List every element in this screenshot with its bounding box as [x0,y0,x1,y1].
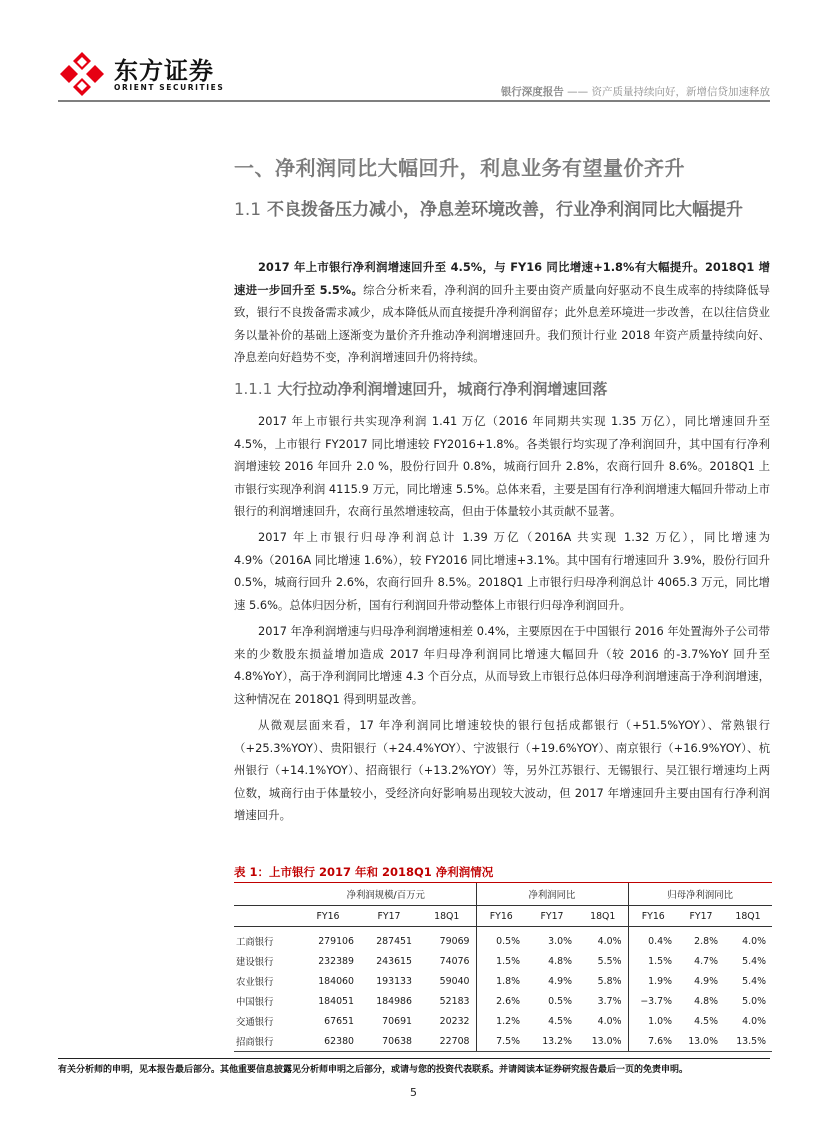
col-header: FY16 [628,906,678,927]
cell: 67651 [324,1015,354,1027]
cell: 5.4% [742,975,766,987]
page-number: 5 [410,1086,417,1099]
cell: 1.5% [628,951,678,971]
cell: 5.4% [742,955,766,967]
cell: 0.4% [628,927,678,952]
cell: 4.0% [597,1015,622,1027]
cell: 3.0% [548,935,572,947]
table-row [234,991,772,1011]
cell: 287451 [376,935,412,947]
table-group-header-row [234,883,772,906]
cell: 70691 [382,1015,412,1027]
col-header: FY17 [678,906,724,927]
cell: 184060 [318,975,354,987]
report-title: 资产质量持续向好，新增信贷加速释放 [591,86,770,98]
cell: 3.7% [597,995,622,1007]
cell: 1.5% [476,951,526,971]
footer-rule [58,1058,770,1059]
orient-logo-icon [58,50,106,98]
section-heading-1: 一、净利润同比大幅回升，利息业务有望量价齐升 [234,156,685,180]
cell: 13.5% [736,1035,766,1047]
bank-name: 建设银行 [236,957,274,968]
cell: 4.9% [548,975,572,987]
bank-name: 中国银行 [236,997,274,1008]
cell: 4.7% [694,955,718,967]
cell: 7.6% [628,1031,678,1051]
cell: 243615 [376,955,412,967]
heading-text: 不良拨备压力减小，净息差环境改善，行业净利润同比大幅提升 [261,200,743,220]
cell: 79069 [439,935,470,947]
heading-number: 1.1.1 [234,380,273,398]
cell: 20232 [439,1015,470,1027]
paragraph-growth-gap: 2017 年净利润增速与归母净利润增速相差 0.4%，主要原因在于中国银行 2016 年处置海外子公司带来的少数股东损益增加造成 2017 年归母净利润同比增速大幅回升（较 2016 的-3.7%YoY 回升至 4.8%YoY），高于净利润同比增速 4.3 个百分点，从而导致上市银行总体归母净利润增速高于净利润增速，这种情况在 2018Q1 得到明显改善。 [234,624,770,706]
cell: 7.5% [476,1031,526,1051]
col-header: 18Q1 [578,906,628,927]
cell: 13.0% [591,1035,622,1047]
cell: 4.0% [742,935,766,947]
cell: 4.8% [548,955,572,967]
table-row [234,951,772,971]
cell: 13.0% [688,1035,718,1047]
cell: 62380 [324,1035,354,1047]
col-header: FY16 [296,906,360,927]
table-row [234,927,772,952]
table-row [234,971,772,991]
section-heading-1-1-1 [234,378,607,399]
cell: 52183 [439,995,470,1007]
bank-name: 交通银行 [236,1017,274,1028]
group-header-attrib-growth: 归母净利润同比 [628,883,772,906]
data-table [234,883,772,1051]
col-header: FY17 [526,906,578,927]
heading-number: 1.1 [234,200,262,220]
table-bottom-rule [234,1051,772,1052]
header-dash: —— [563,86,592,98]
paragraph-micro-level: 从微观层面来看，17 年净利润同比增速较快的银行包括成都银行（+51.5%YOY）、常熟银行（+25.3%YOY）、贵阳银行（+24.4%YOY）、宁波银行（+19.6%YOY）、南京银行（+16.9%YOY）、杭州银行（+14.1%YOY）、招商银行（+13.2%YOY）等，另外江苏银行、无锡银行、吴江银行增速均上两位数，城商行由于体量较小，受经济向好影响易出现较大波动，但 2017 年增速回升主要由国有行净利润增速回升。 [234,718,770,822]
cell: 0.5% [548,995,572,1007]
cell: 4.0% [597,935,622,947]
cell: 5.0% [742,995,766,1007]
cell: 0.5% [476,927,526,952]
cell: −3.7% [628,991,678,1011]
table-row [234,1031,772,1051]
cell: 232389 [318,955,354,967]
report-type: 银行深度报告 [500,86,564,98]
cell: 74076 [439,955,470,967]
table-corner [234,883,296,906]
brand-name-cn: 东方证券 [114,57,214,85]
running-header [501,84,770,99]
table-sub-header-row [234,906,772,927]
cell: 4.5% [694,1015,718,1027]
cell: 4.0% [742,1015,766,1027]
table-corner [234,906,296,927]
table-title: 表 1：上市银行 2017 年和 2018Q1 净利润情况 [234,862,772,883]
cell: 2.8% [694,935,718,947]
cell: 1.0% [628,1011,678,1031]
cell: 193133 [376,975,412,987]
cell: 4.9% [694,975,718,987]
col-header: 18Q1 [724,906,772,927]
cell: 13.2% [542,1035,572,1047]
cell: 4.5% [548,1015,572,1027]
table-row [234,1011,772,1031]
col-header: FY17 [360,906,418,927]
cell: 184051 [318,995,354,1007]
brand-logo [58,50,248,98]
group-header-net-growth: 净利润同比 [476,883,628,906]
disclaimer: 有关分析师的申明，见本报告最后部分。其他重要信息披露见分析师申明之后部分，或请与您的投资代表联系。并请阅读本证券研究报告最后一页的免责申明。 [58,1065,689,1075]
cell: 59040 [439,975,470,987]
group-header-scale: 净利润规模/百万元 [296,883,476,906]
cell: 1.2% [476,1011,526,1031]
cell: 5.8% [597,975,622,987]
paragraph-net-profit: 2017 年上市银行共实现净利润 1.41 万亿（2016 年同期共实现 1.35 万亿），同比增速回升至 4.5%，上市银行 FY2017 同比增速较 FY2016+1.8%。各类银行均实现了净利润回升，其中国有行净利润增速较 2016 年回升 2.0 %，股份行回升 0.8%，城商行回升 2.8%，农商行回升 8.6%。2018Q1 上市银行实现净利润 4115.9 万元，同比增速 5.5%。总体来看，主要是国有行净利润增速大幅回升带动上市银行的利润增速回升，农商行虽然增速较高，但由于体量较小其贡献不显著。 [234,414,770,518]
cell: 1.8% [476,971,526,991]
paragraph-attributable-profit: 2017 年上市银行归母净利润总计 1.39 万亿（2016A 共实现 1.32 万亿），同比增速为 4.9%（2016A 同比增速 1.6%），较 FY2016 同比增速+3.1%。其中国有行增速回升 3.9%，股份行回升 0.5%，城商行回升 2.6%，农商行回升 8.5%。2018Q1 上市银行归母净利润总计 4065.3 万元，同比增速 5.6%。总体归因分析，国有行利润回升带动整体上市银行归母净利润回升。 [234,530,770,612]
col-header: FY16 [476,906,526,927]
brand-name-en: ORIENT SECURITIES [114,83,225,92]
bank-name: 招商银行 [236,1037,274,1048]
cell: 4.8% [694,995,718,1007]
net-profit-table [234,862,772,1052]
bank-name: 工商银行 [236,937,274,948]
cell: 5.5% [597,955,622,967]
cell: 184986 [376,995,412,1007]
cell: 22708 [439,1035,470,1047]
cell: 70638 [382,1035,412,1047]
summary-bold: 2017 年上市银行净利润增速回升至 4.5%，与 FY16 同比增速+1.8%有大幅提升。2018Q1 增速进一步回升至 5.5%。 [234,260,770,297]
section-heading-1-1 [234,197,774,224]
heading-text: 大行拉动净利润增速回升，城商行净利润增速回落 [272,380,608,398]
col-header: 18Q1 [418,906,476,927]
cell: 1.9% [628,971,678,991]
summary-text: 综合分析来看，净利润的回升主要由资产质量向好驱动不良生成率的持续降低导致，银行不良拨备需求减少，成本降低从而直接提升净利润留存；此外息差环境进一步改善，在以往信贷业务以量补价的基础上逐渐变为量价齐升推动净利润增速回升。我们预计行业 2018 年资产质量持续向好、净息差向好趋势不变，净利润增速回升仍将持续。 [234,282,770,364]
cell: 279106 [318,935,354,947]
bank-name: 农业银行 [236,977,274,988]
header-rule [58,100,770,102]
paragraph-summary [234,256,770,369]
cell: 2.6% [476,991,526,1011]
